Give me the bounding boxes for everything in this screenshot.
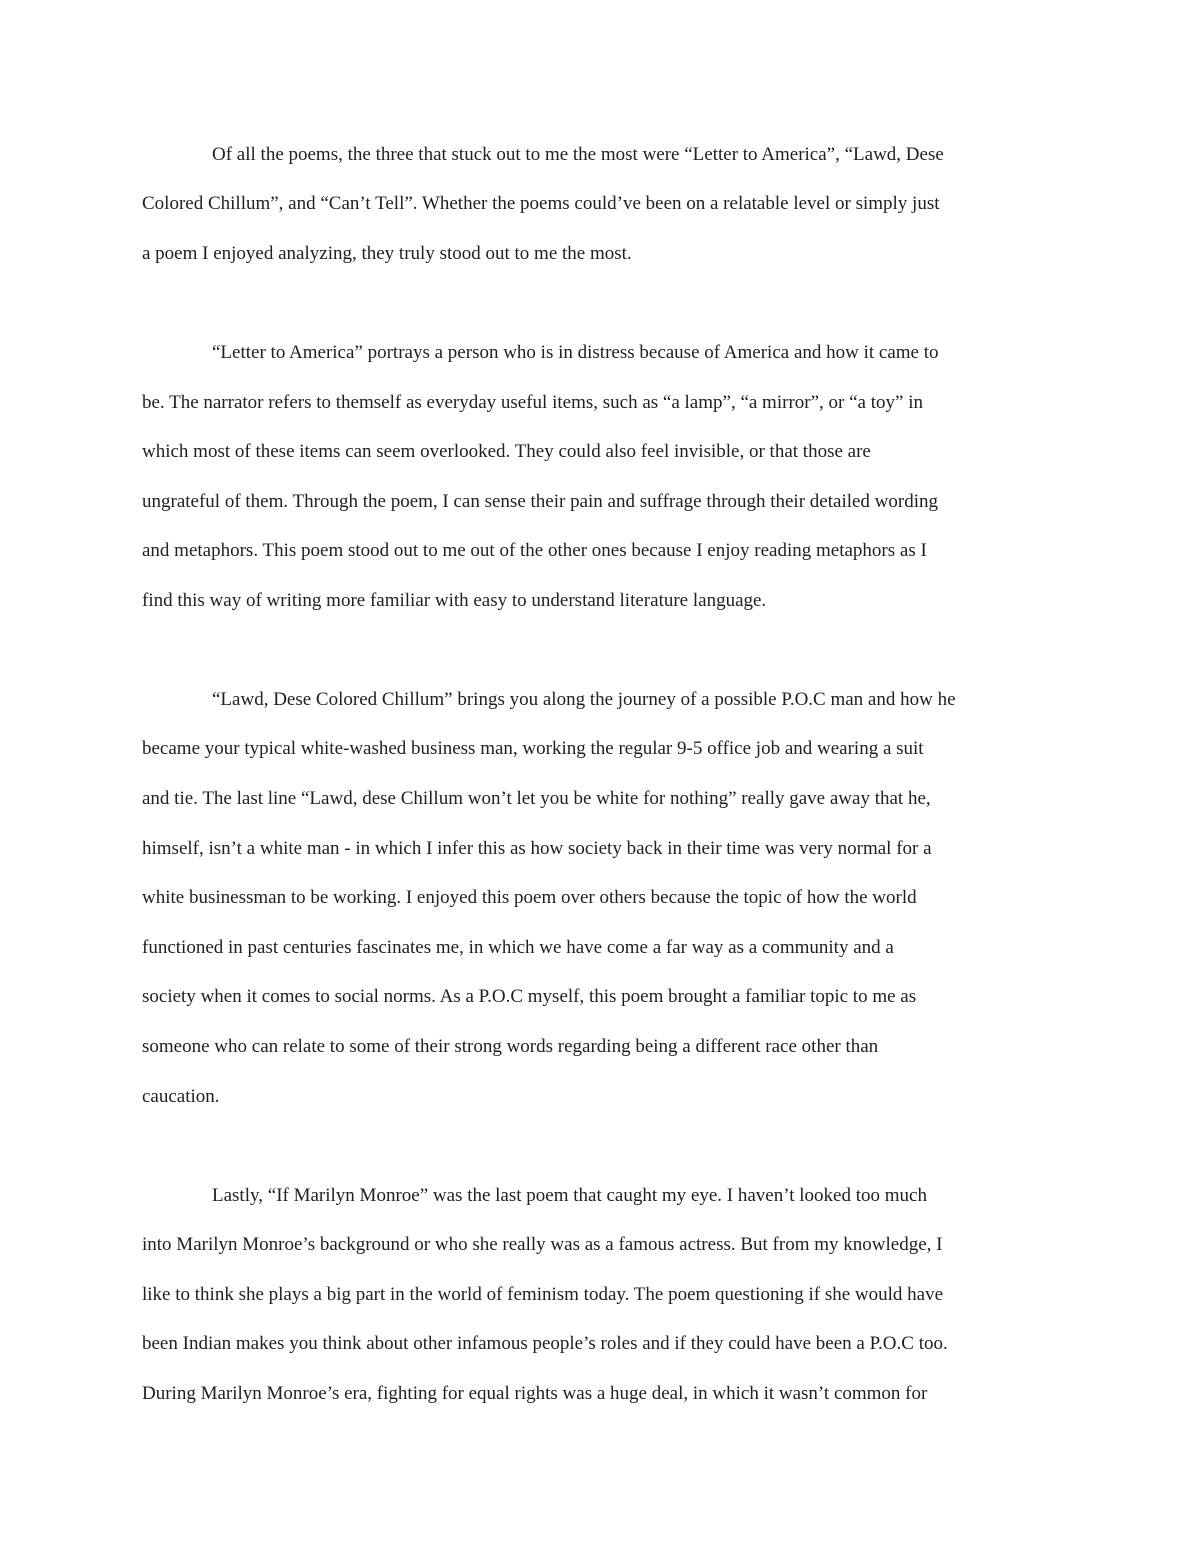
- text-line: which most of these items can seem overlooked. They could also feel invisible, or that those are: [142, 441, 871, 462]
- text-line: into Marilyn Monroe’s background or who she really was as a famous actress. But from my knowledge, I: [142, 1234, 943, 1255]
- text-line: Of all the poems, the three that stuck out to me the most were “Letter to America”, “Lawd, Dese: [212, 144, 944, 165]
- text-line: caucation.: [142, 1086, 220, 1107]
- text-line: find this way of writing more familiar with easy to understand literature language.: [142, 590, 767, 611]
- text-line: white businessman to be working. I enjoyed this poem over others because the topic of how the world: [142, 887, 917, 908]
- text-line: a poem I enjoyed analyzing, they truly stood out to me the most.: [142, 243, 632, 264]
- text-line: been Indian makes you think about other infamous people’s roles and if they could have been a P.O.C too.: [142, 1333, 948, 1354]
- text-line: “Lawd, Dese Colored Chillum” brings you along the journey of a possible P.O.C man and how he: [212, 689, 956, 710]
- text-line: During Marilyn Monroe’s era, fighting for equal rights was a huge deal, in which it wasn’t common for: [142, 1383, 928, 1404]
- text-line: became your typical white-washed business man, working the regular 9-5 office job and wearing a suit: [142, 738, 924, 759]
- text-line: and tie. The last line “Lawd, dese Chillum won’t let you be white for nothing” really gave away that he,: [142, 788, 931, 809]
- text-line: society when it comes to social norms. As a P.O.C myself, this poem brought a familiar topic to me as: [142, 986, 917, 1007]
- text-line: himself, isn’t a white man - in which I infer this as how society back in their time was very normal for a: [142, 838, 932, 859]
- text-line: and metaphors. This poem stood out to me out of the other ones because I enjoy reading metaphors as I: [142, 540, 927, 561]
- text-line: be. The narrator refers to themself as everyday useful items, such as “a lamp”, “a mirror”, or “a toy” in: [142, 392, 923, 413]
- text-line: ungrateful of them. Through the poem, I can sense their pain and suffrage through their detailed wording: [142, 491, 939, 512]
- text-line: someone who can relate to some of their strong words regarding being a different race other than: [142, 1036, 879, 1057]
- text-line: like to think she plays a big part in the world of feminism today. The poem questioning if she would have: [142, 1284, 944, 1305]
- text-line: functioned in past centuries fascinates me, in which we have come a far way as a community and a: [142, 937, 894, 958]
- text-line: “Letter to America” portrays a person who is in distress because of America and how it came to: [212, 342, 939, 363]
- text-line: Colored Chillum”, and “Can’t Tell”. Whether the poems could’ve been on a relatable level or simply just: [142, 193, 940, 214]
- text-line: Lastly, “If Marilyn Monroe” was the last poem that caught my eye. I haven’t looked too much: [212, 1185, 927, 1206]
